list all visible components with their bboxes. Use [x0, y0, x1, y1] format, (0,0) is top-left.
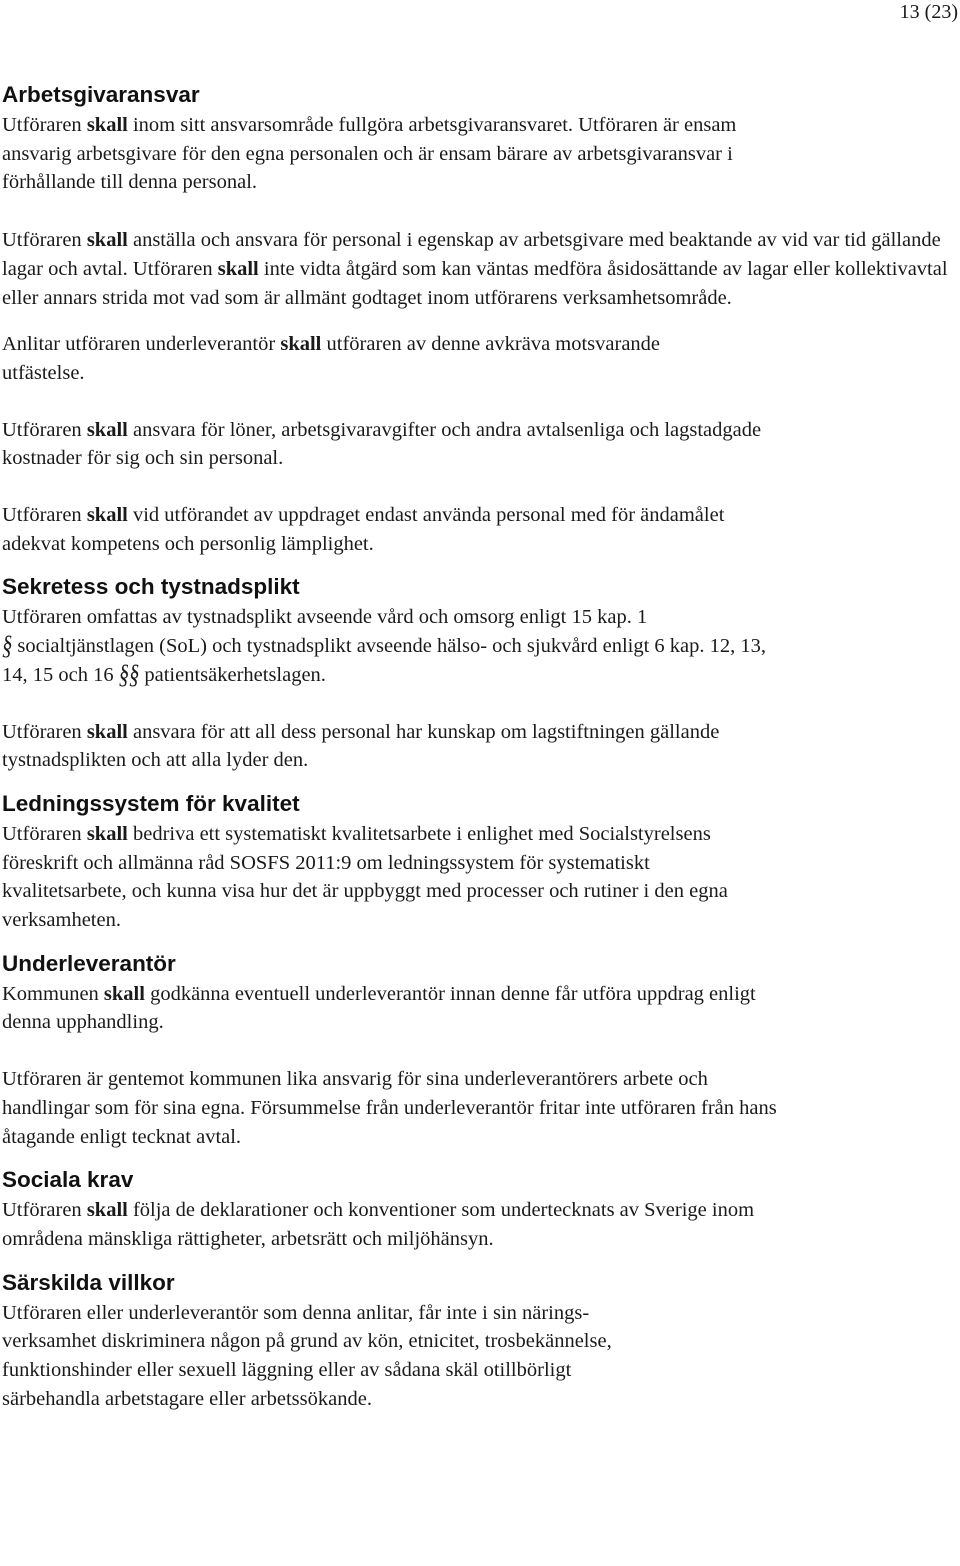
- text-run: Utföraren: [2, 720, 87, 743]
- emphasis-skall: skall: [86, 822, 128, 845]
- section-sekretess: [2, 572, 952, 775]
- section-sign: §§: [118, 659, 140, 690]
- paragraph-arbetsgivaransvar-2: [2, 226, 952, 312]
- text-run: inom sitt ansvarsområde fullgöra arbetsgivaransvaret.: [127, 114, 574, 136]
- emphasis-skall: skall: [86, 720, 128, 743]
- paragraph-sekretess-1: [2, 603, 792, 689]
- text-run: följa de deklarationer och konventioner som undertecknats av Sverige inom områdena mänskliga rättigheter, arbetsrätt och miljöhänsyn.: [2, 1199, 755, 1250]
- text-run: Utföraren omfattas av tystnadsplikt avseende vård och omsorg enligt 15 kap. 1: [2, 606, 648, 629]
- section-sociala-krav: [2, 1165, 952, 1253]
- paragraph-arbetsgivaransvar-3: [2, 330, 702, 387]
- text-run: Utföraren: [2, 504, 87, 527]
- page-number: 13 (23): [899, 1, 958, 23]
- text-run: Utföraren: [2, 822, 87, 845]
- text-line: verksamhet diskriminera någon på grund av kön, etnicitet, trosbekännelse,: [2, 1330, 612, 1353]
- emphasis-skall: skall: [86, 418, 128, 441]
- text-line: funktionshinder eller sexuell läggning eller av sådana skäl otillbörligt: [2, 1359, 572, 1382]
- paragraph-arbetsgivaransvar-1: [2, 111, 742, 197]
- section-sarskilda-villkor: [2, 1268, 952, 1414]
- paragraph-arbetsgivaransvar-5: [2, 501, 782, 558]
- text-run: Utföraren: [2, 114, 87, 136]
- heading-ledningssystem: Ledningssystem för kvalitet: [2, 790, 300, 816]
- heading-sekretess: Sekretess och tystnadsplikt: [2, 574, 300, 600]
- heading-sarskilda-villkor: Särskilda villkor: [2, 1269, 175, 1295]
- text-run: ansvara för att all dess personal har kunskap om lagstiftningen gällande tystnadsplikten och att alla lyder den.: [2, 720, 720, 772]
- paragraph-sociala-krav-1: [2, 1196, 792, 1253]
- paragraph-arbetsgivaransvar-4: [2, 416, 762, 473]
- emphasis-skall: skall: [86, 114, 128, 136]
- text-run: socialtjänstlagen (SoL) och tystnadsplikt avseende hälso- och sjukvård enligt 6 kap. 12, 13, 14, 15 och 16: [2, 635, 767, 686]
- heading-sociala-krav: Sociala krav: [2, 1167, 134, 1193]
- emphasis-skall: skall: [86, 1199, 128, 1222]
- emphasis-skall: skall: [217, 257, 259, 280]
- text-line: Utföraren eller underleverantör som denna anlitar, får inte i sin närings-: [2, 1301, 590, 1324]
- section-sign: §: [2, 631, 13, 661]
- text-run: inte vidta åtgärd som kan väntas medföra åsidosättande av lagar eller kollektivavtal eller annars strida mot vad som är allmänt godtaget inom utförarens verksamhetsområde.: [2, 257, 948, 309]
- document-body: [2, 80, 952, 1414]
- heading-underleverantor: Underleverantör: [2, 950, 176, 976]
- text-run: utföraren av denne avkräva motsvarande utfästelse.: [2, 333, 661, 384]
- heading-arbetsgivaransvar: Arbetsgivaransvar: [2, 82, 200, 107]
- paragraph-ledningssystem-1: [2, 820, 777, 935]
- text-run: vid utförandet av uppdraget endast använda personal med för ändamålet adekvat kompetens och personlig lämplighet.: [2, 504, 725, 555]
- text-run: ansvara för löner, arbetsgivaravgifter och andra avtalsenliga och lagstadgade kostnader för sig och sin personal.: [2, 418, 762, 470]
- paragraph-underleverantor-1: [2, 980, 792, 1037]
- text-run: Utföraren: [2, 418, 87, 441]
- text-run: Kommunen: [2, 982, 104, 1005]
- text-run: Utföraren: [2, 229, 87, 252]
- emphasis-skall: skall: [86, 504, 128, 527]
- text-run: godkänna eventuell underleverantör innan denne får utföra uppdrag enligt denna upphandling.: [2, 982, 756, 1034]
- paragraph-sekretess-2: [2, 718, 792, 775]
- text-run: patientsäkerhetslagen.: [139, 663, 326, 686]
- emphasis-skall: skall: [103, 982, 145, 1005]
- emphasis-skall: skall: [280, 333, 322, 356]
- paragraph-sarskilda-villkor-1: [2, 1299, 952, 1414]
- text-run: anställa och ansvara för personal i egenskap av arbetsgivare med beaktande av vid var tid gällande lagar och avtal. Utföraren: [2, 229, 941, 280]
- text-run: Utföraren är ensam ansvarig arbetsgivare för den egna personalen och är ensam bärare av arbetsgivaransvar i förhållande till denna personal.: [2, 114, 737, 194]
- section-arbetsgivaransvar: [2, 80, 952, 558]
- text-run: Utföraren: [2, 1199, 87, 1222]
- paragraph-underleverantor-2: Utföraren är gentemot kommunen lika ansvarig för sina underleverantörers arbete och handlingar som för sina egna. Försummelse från underleverantör fritar inte utföraren från hans åtagande enligt tecknat avtal.: [2, 1068, 777, 1148]
- text-line: särbehandla arbetstagare eller arbetssökande.: [2, 1387, 372, 1410]
- text-run: bedriva ett systematiskt kvalitetsarbete i enlighet med Socialstyrelsens föreskrift och allmänna råd SOSFS 2011:9 om ledningssystem för systematiskt kvalitetsarbete, och kunna visa hur det är uppbyggt med processer och rutiner i den egna verksamheten.: [2, 822, 728, 932]
- section-ledningssystem: [2, 789, 952, 935]
- text-run: Anlitar utföraren underleverantör: [2, 333, 281, 356]
- emphasis-skall: skall: [86, 229, 128, 252]
- section-underleverantor: [2, 949, 952, 1152]
